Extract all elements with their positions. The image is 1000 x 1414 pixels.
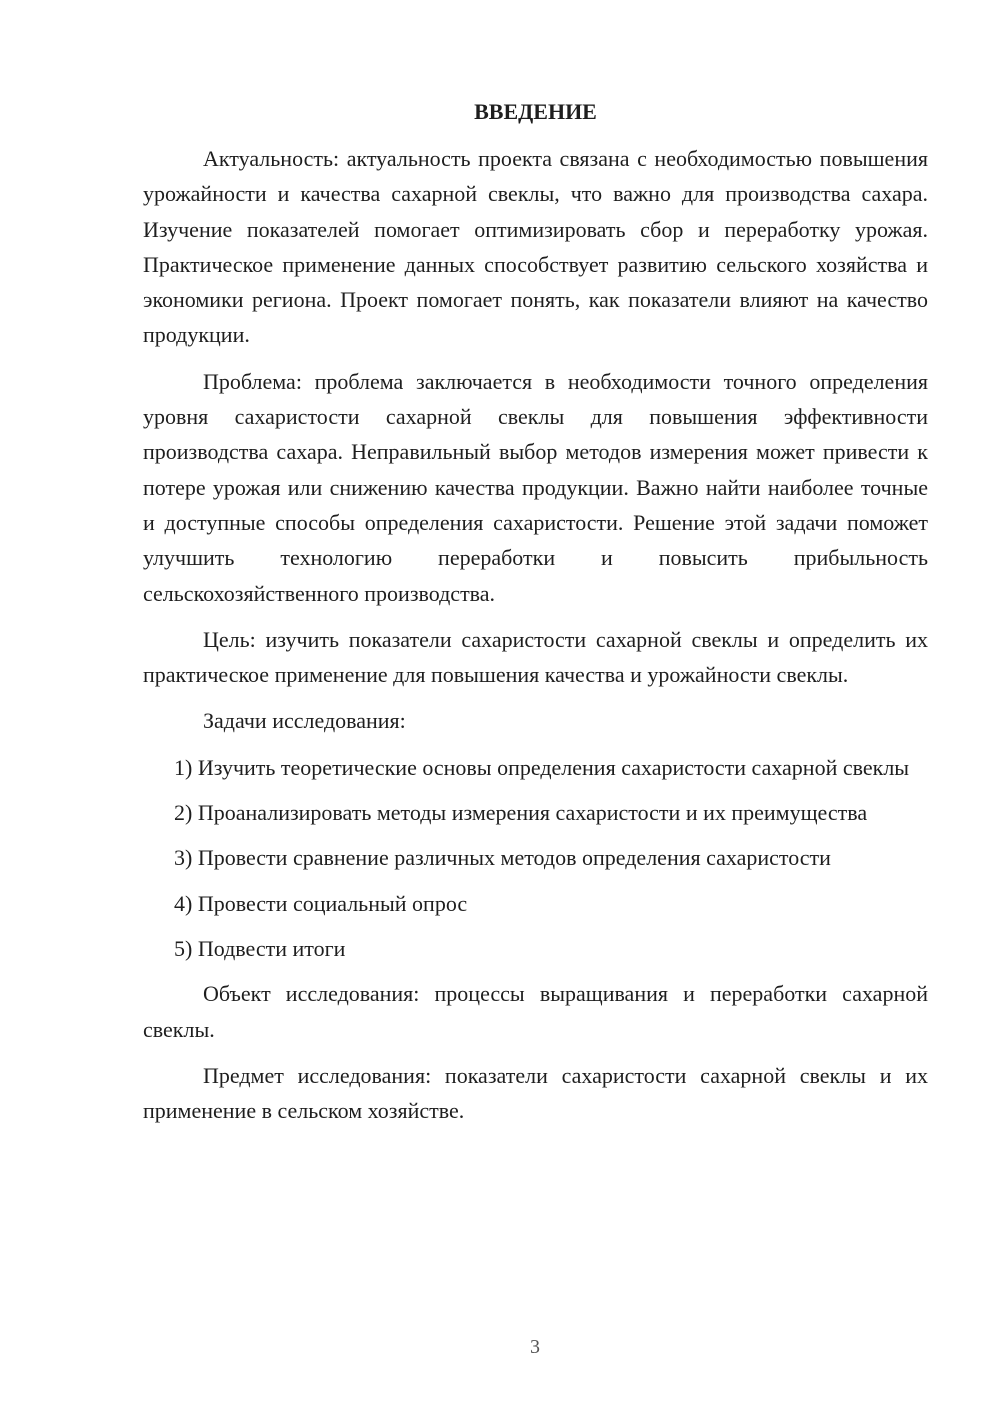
task-item: 2) Проанализировать методы измерения сахаристости и их преимущества [174,800,868,826]
object-paragraph: Объект исследования: процессы выращивания и переработки сахарной свеклы. [143,981,928,1042]
goal-paragraph: Цель: изучить показатели сахаристости сахарной свеклы и определить их практическое применение для повышения качества и урожайности свеклы. [143,626,928,688]
page-number: 3 [530,1336,540,1358]
section-title: ВВЕДЕНИЕ [474,99,597,124]
subject-paragraph: Предмет исследования: показатели сахаристости сахарной свеклы и их применение в сельском хозяйстве. [143,1062,928,1124]
relevance-paragraph: Актуальность: актуальность проекта связана с необходимостью повышения урожайности и качества сахарной свеклы, что важно для производства сахара. Изучение показателей помогает оптимизировать сбор и переработку урожая. Практическое применение данных способствует развитию сельского хозяйства и экономики региона. Проект помогает понять, как показатели влияют на качество продукции. [143,146,928,348]
problem-paragraph: Проблема: проблема заключается в необходимости точного определения уровня сахаристости сахарной свеклы для повышения эффективности производства сахара. Неправильный выбор методов измерения может привести к потере урожая или снижению качества продукции. Важно найти наиболее точные и доступные способы определения сахаристости. Решение этой задачи поможет улучшить технологию переработки и повысить прибыльность сельскохозяйственного производства. [143,368,928,606]
task-item: 3) Провести сравнение различных методов определения сахаристости [174,845,831,871]
task-item: 5) Подвести итоги [174,935,346,961]
task-item: 4) Провести социальный опрос [174,890,468,916]
task-item: 1) Изучить теоретические основы определения сахаристости сахарной свеклы [174,754,910,780]
tasks-heading: Задачи исследования: [203,708,406,734]
document-page [143,94,928,1139]
tasks-list [143,750,928,966]
